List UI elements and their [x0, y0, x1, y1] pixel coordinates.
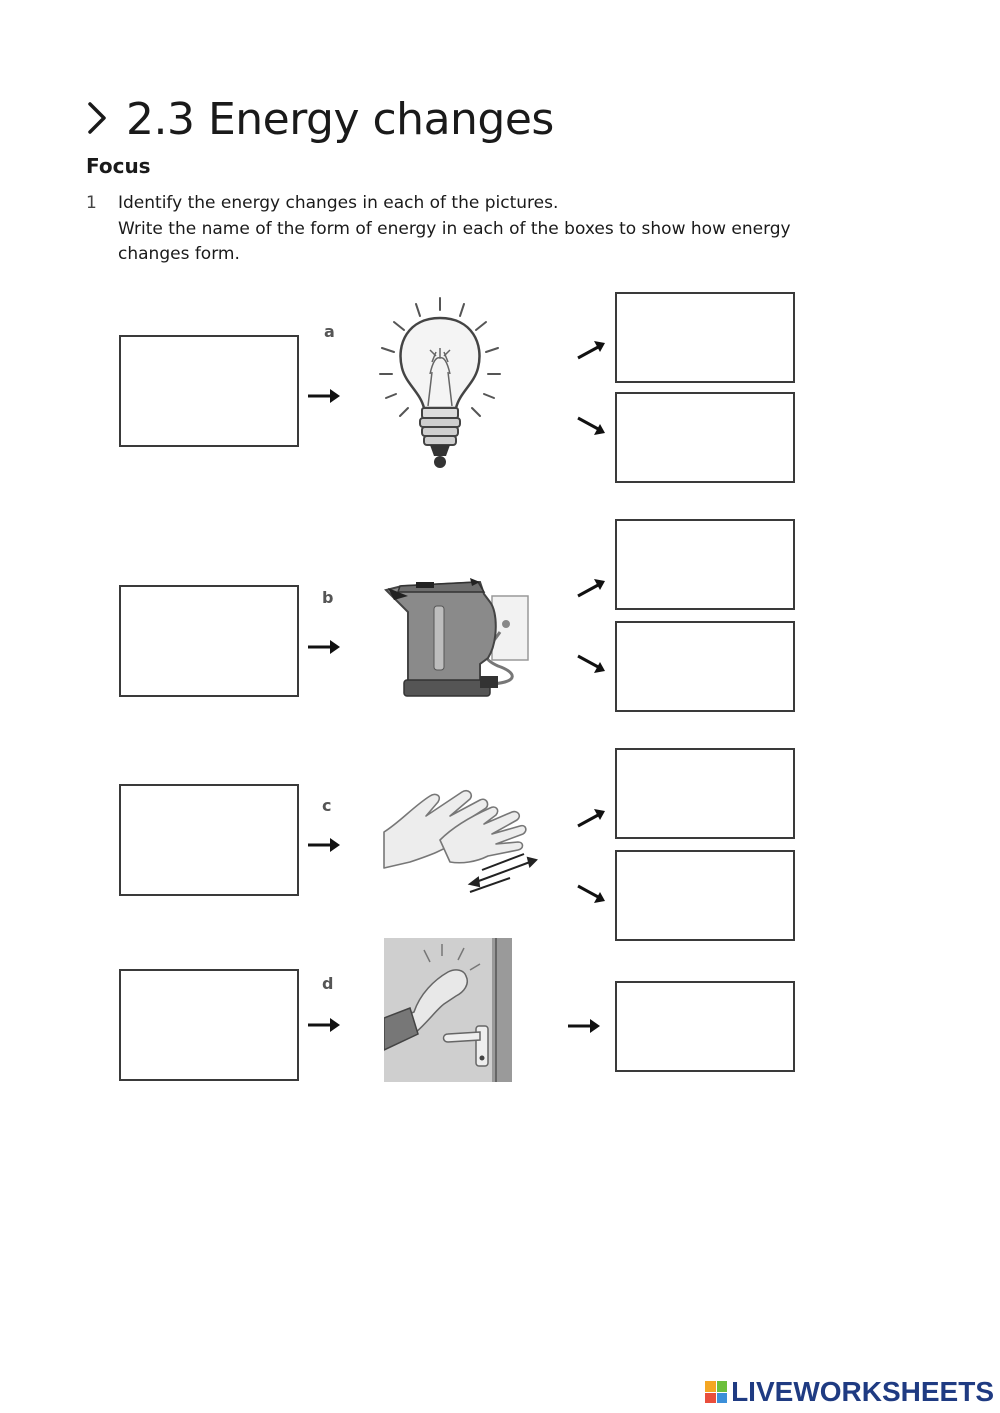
answer-box-a-input[interactable] — [119, 335, 299, 447]
question-number: 1 — [86, 193, 97, 213]
light-bulb-picture — [378, 296, 508, 472]
section-heading: Focus — [86, 154, 151, 178]
item-letter-c: c — [322, 796, 332, 815]
answer-box-c-input[interactable] — [119, 784, 299, 896]
question-line-2: Write the name of the form of energy in each of the boxes to show how energy — [118, 219, 791, 239]
arrow-right-icon — [566, 1014, 602, 1038]
item-letter-d: d — [322, 974, 334, 993]
answer-box-d-output-1[interactable] — [615, 981, 795, 1072]
answer-box-b-input[interactable] — [119, 585, 299, 697]
answer-box-b-output-1[interactable] — [615, 519, 795, 610]
question-line-1: Identify the energy changes in each of the pictures. — [118, 193, 559, 213]
arrow-up-right-icon — [574, 806, 610, 830]
chevron-right-icon — [84, 98, 110, 138]
liveworksheets-logo-icon — [705, 1381, 727, 1403]
answer-box-a-output-2[interactable] — [615, 392, 795, 483]
page-title: 2.3 Energy changes — [126, 94, 554, 145]
arrow-down-right-icon — [574, 882, 610, 906]
arrow-down-right-icon — [574, 652, 610, 676]
knocking-door-picture — [384, 938, 512, 1082]
arrow-up-right-icon — [574, 338, 610, 362]
electric-kettle-picture — [380, 572, 534, 702]
arrow-right-icon — [306, 1013, 342, 1037]
item-letter-b: b — [322, 588, 334, 607]
arrow-right-icon — [306, 384, 342, 408]
answer-box-c-output-2[interactable] — [615, 850, 795, 941]
arrow-right-icon — [306, 833, 342, 857]
answer-box-d-input[interactable] — [119, 969, 299, 1081]
arrow-right-icon — [306, 635, 342, 659]
brand-footer — [705, 1376, 994, 1408]
item-letter-a: a — [324, 322, 335, 341]
arrow-up-right-icon — [574, 576, 610, 600]
rubbing-hands-picture — [380, 786, 544, 896]
answer-box-b-output-2[interactable] — [615, 621, 795, 712]
arrow-down-right-icon — [574, 414, 610, 438]
brand-name: LIVEWORKSHEETS — [731, 1376, 994, 1407]
question-line-3: changes form. — [118, 244, 240, 264]
answer-box-a-output-1[interactable] — [615, 292, 795, 383]
answer-box-c-output-1[interactable] — [615, 748, 795, 839]
